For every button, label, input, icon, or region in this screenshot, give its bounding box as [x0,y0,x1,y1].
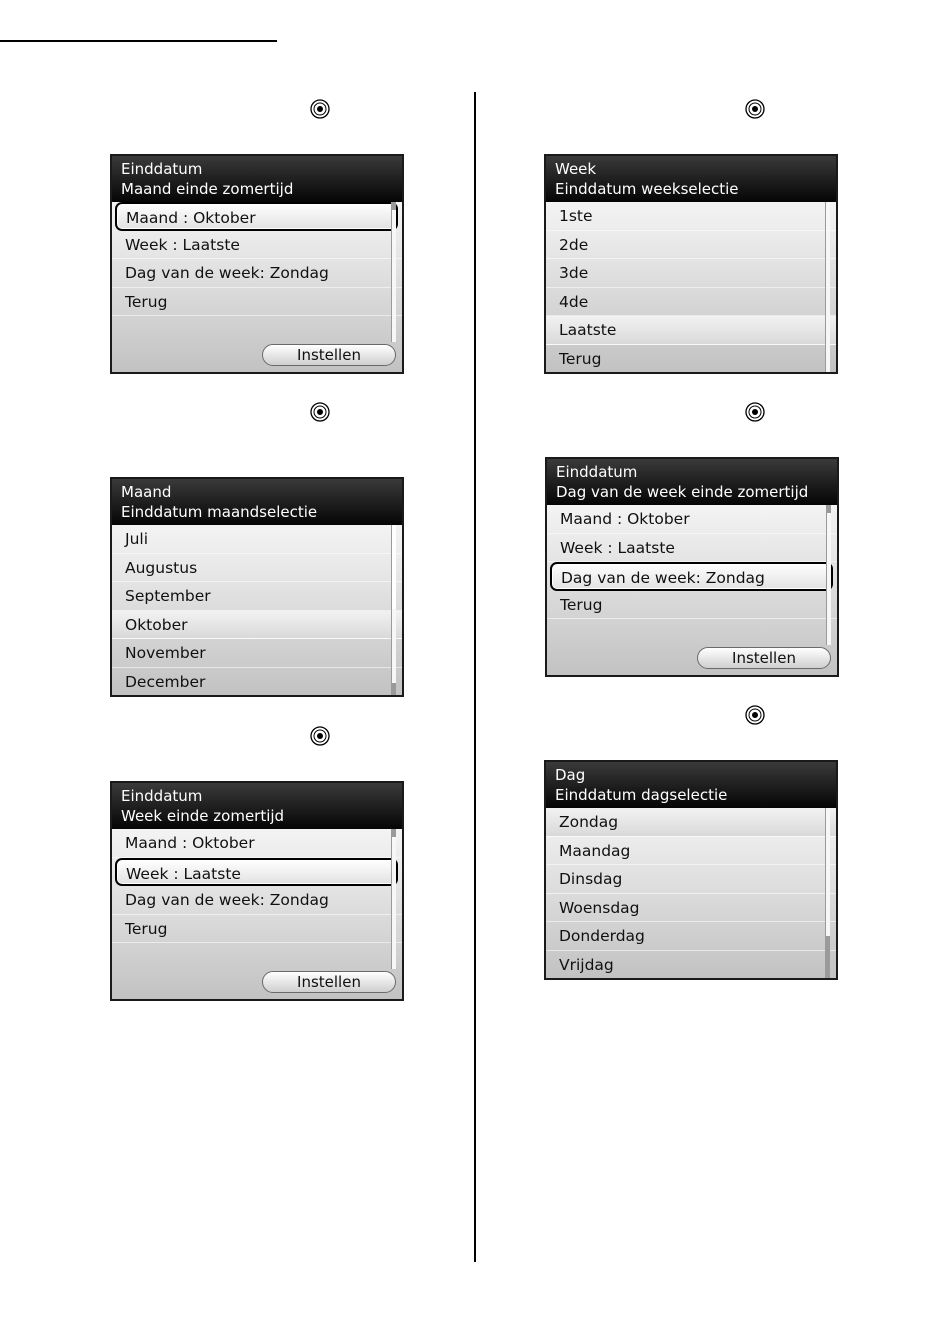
header-subtitle: Einddatum weekselectie [555,180,739,198]
list-item[interactable]: 2de [546,231,836,260]
screen-header [112,156,402,202]
scrollbar[interactable] [826,505,831,645]
column-divider [474,92,476,1262]
list-item[interactable]: Dinsdag [546,865,836,894]
menu-item-maand[interactable]: Maand : Oktober [115,202,398,231]
dial-icon [745,705,765,725]
dial-icon [310,99,330,119]
menu-item-terug[interactable]: Terug [547,591,837,620]
header-title: Einddatum [556,463,638,481]
list-item-selected[interactable]: Laatste [546,316,836,345]
menu-item-maand[interactable]: Maand : Oktober [112,829,402,858]
menu-item-week[interactable]: Week : Laatste [547,534,837,563]
list-item[interactable]: Augustus [112,554,402,583]
screen-header [546,762,836,808]
menu-item-maand[interactable]: Maand : Oktober [547,505,837,534]
list-item[interactable]: Terug [546,345,836,374]
menu-item-dag[interactable]: Dag van de week: Zondag [550,562,833,591]
list-item[interactable]: November [112,639,402,668]
instellen-button[interactable]: Instellen [262,344,396,366]
screen-einddatum-week [110,781,404,1001]
list-item[interactable]: Maandag [546,837,836,866]
menu-item-dag[interactable]: Dag van de week: Zondag [112,259,402,288]
scrollbar[interactable] [391,829,396,969]
header-subtitle: Maand einde zomertijd [121,180,294,198]
screen-dag-select [544,760,838,980]
dial-icon [745,402,765,422]
header-subtitle: Dag van de week einde zomertijd [556,483,809,501]
menu-item-week[interactable]: Week : Laatste [112,231,402,260]
instellen-button[interactable]: Instellen [697,647,831,669]
scrollbar[interactable] [825,202,830,372]
screen-maand-select [110,477,404,697]
list-item[interactable]: December [112,668,402,697]
menu-list [546,808,836,978]
menu-list [112,202,402,372]
menu-list [112,829,402,999]
header-title: Einddatum [121,787,203,805]
screen-einddatum-maand [110,154,404,374]
menu-item-dag[interactable]: Dag van de week: Zondag [112,886,402,915]
dial-icon [310,402,330,422]
scrollbar[interactable] [825,808,830,978]
menu-list [546,202,836,372]
screen-einddatum-dag [545,457,839,677]
scrollbar[interactable] [391,202,396,342]
menu-list [112,525,402,695]
list-item[interactable]: 4de [546,288,836,317]
list-item[interactable]: September [112,582,402,611]
screen-header [547,459,837,505]
menu-list [547,505,837,675]
instellen-button[interactable]: Instellen [262,971,396,993]
list-item[interactable]: Vrijdag [546,951,836,980]
scrollbar[interactable] [391,525,396,695]
header-title: Dag [555,766,586,784]
header-subtitle: Einddatum dagselectie [555,786,728,804]
header-subtitle: Week einde zomertijd [121,807,285,825]
list-item[interactable]: Woensdag [546,894,836,923]
screen-week-select [544,154,838,374]
dial-icon [745,99,765,119]
header-title: Einddatum [121,160,203,178]
header-title: Week [555,160,597,178]
menu-item-terug[interactable]: Terug [112,288,402,317]
list-item-selected[interactable]: Oktober [112,611,402,640]
menu-item-terug[interactable]: Terug [112,915,402,944]
screen-header [546,156,836,202]
dial-icon [310,726,330,746]
list-item-selected[interactable]: Zondag [546,808,836,837]
header-subtitle: Einddatum maandselectie [121,503,318,521]
menu-item-week[interactable]: Week : Laatste [115,858,398,887]
top-rule [0,40,277,42]
screen-header [112,783,402,829]
list-item[interactable]: Juli [112,525,402,554]
header-title: Maand [121,483,172,501]
list-item[interactable]: 1ste [546,202,836,231]
screen-header [112,479,402,525]
list-item[interactable]: Donderdag [546,922,836,951]
list-item[interactable]: 3de [546,259,836,288]
